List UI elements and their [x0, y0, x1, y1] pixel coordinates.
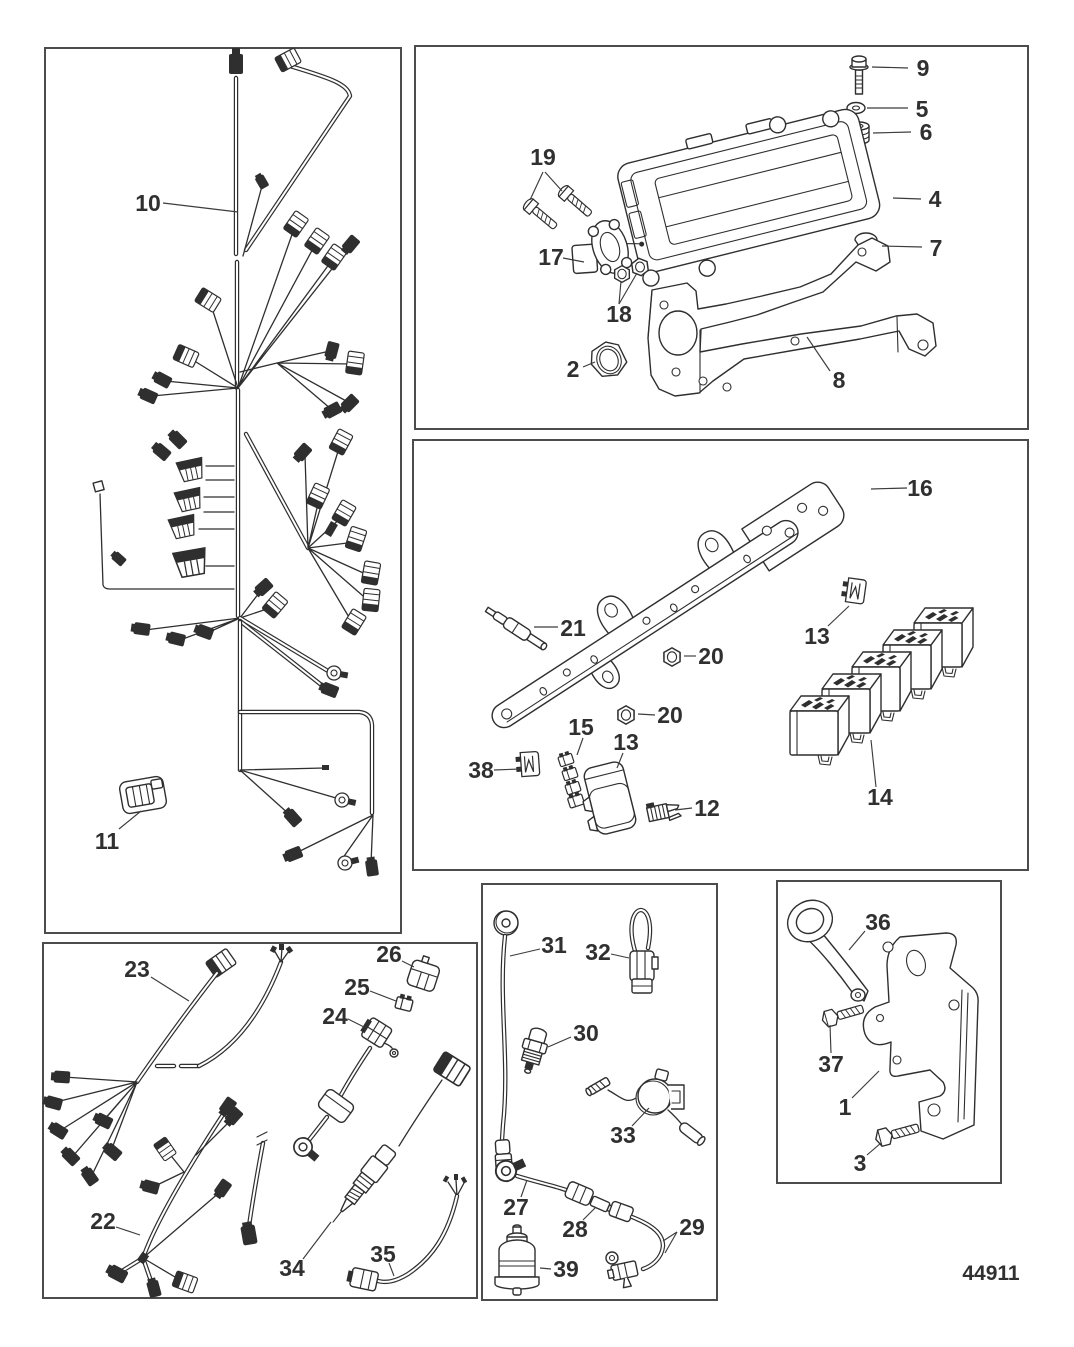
- svg-text:19: 19: [530, 144, 556, 170]
- callout-7: [882, 235, 942, 261]
- drawing-number: 44911: [962, 1262, 1020, 1285]
- svg-text:30: 30: [573, 1020, 599, 1046]
- svg-text:39: 39: [553, 1256, 579, 1282]
- terminal-12: [646, 797, 682, 824]
- svg-text:5: 5: [915, 96, 929, 122]
- svg-text:12: 12: [694, 795, 720, 821]
- nut-20a: [664, 648, 680, 666]
- svg-text:1: 1: [838, 1094, 852, 1120]
- pressure-switch-30: [516, 1026, 552, 1077]
- callout-19: [530, 144, 562, 200]
- connector-24: [358, 1015, 393, 1048]
- loop-connector-32: [630, 951, 658, 993]
- svg-text:11: 11: [94, 828, 120, 854]
- svg-text:13: 13: [613, 729, 639, 755]
- svg-text:34: 34: [279, 1255, 305, 1281]
- svg-text:17: 17: [538, 244, 564, 270]
- svg-text:15: 15: [568, 714, 594, 740]
- callout-6: [873, 119, 932, 145]
- screw-19b: [556, 184, 594, 220]
- svg-text:22: 22: [90, 1208, 116, 1234]
- svg-text:9: 9: [916, 55, 930, 81]
- temp-sensor-33: [585, 1069, 706, 1147]
- svg-text:6: 6: [919, 119, 933, 145]
- callout-32: [585, 939, 629, 965]
- callout-10: [135, 190, 238, 216]
- svg-text:4: 4: [928, 186, 942, 212]
- svg-text:33: 33: [610, 1122, 636, 1148]
- svg-text:38: 38: [468, 757, 494, 783]
- ring-nut-2: [586, 338, 630, 383]
- callout-14: [867, 740, 893, 810]
- callout-3: [854, 1143, 881, 1176]
- callout-30: [548, 1020, 599, 1047]
- svg-text:20: 20: [657, 702, 683, 728]
- svg-text:3: 3: [853, 1150, 867, 1176]
- svg-text:14: 14: [867, 784, 893, 810]
- svg-text:13: 13: [804, 623, 830, 649]
- callout-15: [568, 714, 594, 755]
- screw-19a: [521, 197, 559, 232]
- callout-4: [893, 186, 942, 212]
- svg-text:35: 35: [370, 1241, 396, 1267]
- svg-text:2: 2: [566, 356, 580, 382]
- svg-text:31: 31: [541, 932, 567, 958]
- clip-13-right: [840, 577, 866, 604]
- svg-text:25: 25: [344, 974, 370, 1000]
- connector-11: [119, 775, 168, 814]
- callout-33: [610, 1108, 649, 1148]
- svg-text:20: 20: [698, 643, 724, 669]
- svg-text:29: 29: [679, 1214, 705, 1240]
- bracket-1: [863, 933, 978, 1139]
- svg-text:26: 26: [376, 941, 402, 967]
- svg-text:27: 27: [503, 1194, 529, 1220]
- svg-text:7: 7: [929, 235, 943, 261]
- ecm-assembly-art: [521, 56, 936, 396]
- cable-harnesses-art: [42, 944, 471, 1298]
- callout-38: [468, 757, 521, 783]
- svg-text:24: 24: [322, 1003, 348, 1029]
- svg-text:28: 28: [562, 1216, 588, 1242]
- clip-38: [515, 751, 540, 777]
- callout-25: [344, 974, 396, 1001]
- svg-text:8: 8: [832, 367, 846, 393]
- callout-9: [872, 55, 929, 81]
- callout-37: [818, 1025, 844, 1077]
- callout-29: [663, 1214, 705, 1253]
- fuse-25: [395, 993, 414, 1011]
- o2-sensor-34: [325, 1143, 398, 1229]
- callout-16: [871, 475, 933, 501]
- connector-35: [346, 1266, 379, 1291]
- callout-13: [804, 606, 849, 649]
- nut-18a: [615, 266, 630, 283]
- svg-text:21: 21: [560, 615, 586, 641]
- bolt-9: [850, 56, 868, 94]
- callout-1: [839, 1071, 879, 1120]
- callout-26: [376, 941, 414, 967]
- callout-35: [370, 1241, 396, 1276]
- callout-27: [503, 1180, 529, 1220]
- callout-12: [675, 795, 720, 821]
- callout-28: [562, 1207, 596, 1242]
- lifting-eye-36: [780, 893, 868, 1001]
- callout-20: [638, 702, 683, 728]
- svg-text:16: 16: [907, 475, 933, 501]
- callout-2: [567, 356, 595, 382]
- svg-text:37: 37: [818, 1051, 844, 1077]
- svg-text:36: 36: [865, 909, 891, 935]
- harness-top-connector: [229, 48, 243, 74]
- oil-sender-39: [495, 1225, 539, 1295]
- svg-text:10: 10: [135, 190, 161, 216]
- callout-39: [540, 1256, 579, 1282]
- bolt-37: [820, 1001, 865, 1028]
- callout-21: [534, 615, 586, 641]
- callout-22: [90, 1208, 140, 1235]
- callout-34: [279, 1222, 331, 1281]
- svg-text:32: 32: [585, 939, 611, 965]
- connector-26: [406, 953, 443, 992]
- svg-text:23: 23: [124, 956, 150, 982]
- callout-24: [322, 1003, 364, 1029]
- callout-23: [124, 956, 189, 1001]
- callout-20: [684, 643, 724, 669]
- svg-text:18: 18: [606, 301, 632, 327]
- fuse-holder-13: [576, 760, 638, 837]
- pin-21: [484, 604, 550, 652]
- knock-sensor-31: [494, 911, 518, 935]
- callout-11: [95, 811, 141, 854]
- engine-harness-10-art: [93, 48, 381, 877]
- nut-20b: [618, 706, 634, 724]
- callout-labels: [90, 55, 942, 1282]
- callout-31: [510, 932, 567, 958]
